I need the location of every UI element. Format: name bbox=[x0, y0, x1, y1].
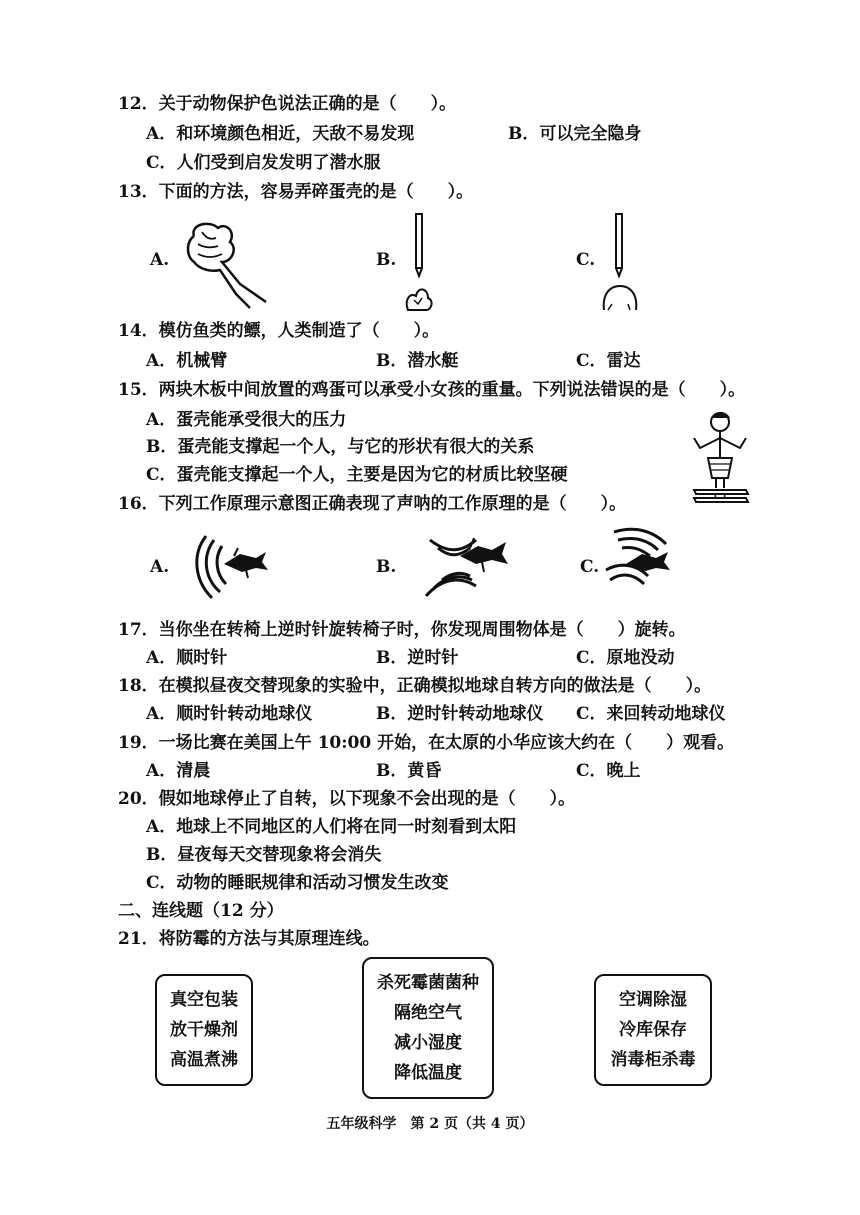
q18-option-c: C．来回转动地球仪 bbox=[576, 704, 726, 724]
q17-option-b: B．逆时针 bbox=[376, 648, 459, 668]
principle-item[interactable]: 杀死霉菌菌种 bbox=[377, 973, 479, 993]
principles-box bbox=[362, 957, 494, 1099]
methods-box-right bbox=[594, 974, 712, 1086]
section-heading: 二、连线题（12 分） bbox=[118, 901, 284, 921]
q16-option-b: B. bbox=[376, 557, 397, 577]
q14-stem: 14．模仿鱼类的鳔，人类制造了（ ）。 bbox=[118, 321, 440, 341]
q12-option-b: B．可以完全隐身 bbox=[508, 124, 642, 144]
q15-option-a: A．蛋壳能承受很大的压力 bbox=[146, 410, 347, 430]
q21-stem: 21．将防霉的方法与其原理连线。 bbox=[118, 929, 380, 949]
sonar-diagram-a bbox=[190, 530, 270, 604]
needle-over-broken-egg-illustration bbox=[402, 212, 438, 316]
q14-option-b: B．潜水艇 bbox=[376, 351, 459, 371]
method-item[interactable]: 放干燥剂 bbox=[170, 1020, 238, 1040]
q19-option-b: B．黄昏 bbox=[376, 761, 442, 781]
method-item[interactable]: 高温煮沸 bbox=[170, 1050, 238, 1070]
method-item[interactable]: 冷库保存 bbox=[619, 1020, 687, 1040]
page-footer: 五年级科学 第 2 页（共 4 页） bbox=[326, 1116, 534, 1132]
fist-squeezing-egg-illustration bbox=[180, 218, 272, 310]
principle-item[interactable]: 减小湿度 bbox=[394, 1033, 462, 1053]
q17-option-a: A．顺时针 bbox=[146, 648, 228, 668]
q18-option-b: B．逆时针转动地球仪 bbox=[376, 704, 544, 724]
q19-option-a: A．清晨 bbox=[146, 761, 211, 781]
q16-option-a: A. bbox=[150, 557, 170, 577]
method-item[interactable]: 空调除湿 bbox=[619, 990, 687, 1010]
principle-item[interactable]: 降低温度 bbox=[394, 1063, 462, 1083]
principle-item[interactable]: 隔绝空气 bbox=[394, 1003, 462, 1023]
sonar-diagram-b bbox=[420, 526, 512, 600]
methods-box bbox=[155, 974, 253, 1086]
method-item[interactable]: 消毒柜杀毒 bbox=[610, 1050, 696, 1070]
q13-option-c: C. bbox=[576, 250, 596, 270]
needle-over-whole-egg-illustration bbox=[600, 212, 640, 316]
q13-option-b: B. bbox=[376, 250, 397, 270]
q20-stem: 20．假如地球停止了自转，以下现象不会出现的是（ ）。 bbox=[118, 789, 576, 809]
sonar-diagram-c bbox=[600, 526, 674, 600]
method-item[interactable]: 真空包装 bbox=[170, 990, 238, 1010]
q16-stem: 16．下列工作原理示意图正确表现了声呐的工作原理的是（ ）。 bbox=[118, 494, 627, 514]
q20-option-c: C．动物的睡眠规律和活动习惯发生改变 bbox=[146, 873, 449, 893]
girl-standing-on-boards-illustration bbox=[688, 408, 752, 508]
q15-stem: 15．两块木板中间放置的鸡蛋可以承受小女孩的重量。下列说法错误的是（ ）。 bbox=[118, 380, 746, 400]
q19-option-c: C．晚上 bbox=[576, 761, 641, 781]
q12-option-c: C．人们受到启发发明了潜水服 bbox=[146, 153, 381, 173]
q20-option-b: B．昼夜每天交替现象将会消失 bbox=[146, 845, 382, 865]
q18-stem: 18．在模拟昼夜交替现象的实验中，正确模拟地球自转方向的做法是（ ）。 bbox=[118, 676, 712, 696]
q18-option-a: A．顺时针转动地球仪 bbox=[146, 704, 313, 724]
q19-stem: 19．一场比赛在美国上午 10:00 开始，在太原的小华应该大约在（ ）观看。 bbox=[118, 733, 735, 753]
q17-stem: 17．当你坐在转椅上逆时针旋转椅子时，你发现周围物体是（ ）旋转。 bbox=[118, 620, 686, 640]
q16-option-c: C. bbox=[580, 557, 600, 577]
q13-stem: 13．下面的方法，容易弄碎蛋壳的是（ ）。 bbox=[118, 182, 474, 202]
q14-option-c: C．雷达 bbox=[576, 351, 641, 371]
q12-option-a: A．和环境颜色相近，天敌不易发现 bbox=[146, 124, 415, 144]
q17-option-c: C．原地没动 bbox=[576, 648, 675, 668]
q13-option-a: A. bbox=[150, 250, 170, 270]
q15-option-b: B．蛋壳能支撑起一个人，与它的形状有很大的关系 bbox=[146, 437, 535, 457]
q15-option-c: C．蛋壳能支撑起一个人，主要是因为它的材质比较坚硬 bbox=[146, 465, 568, 485]
q20-option-a: A．地球上不同地区的人们将在同一时刻看到太阳 bbox=[146, 817, 517, 837]
q14-option-a: A．机械臂 bbox=[146, 351, 228, 371]
q12-stem: 12．关于动物保护色说法正确的是（ ）。 bbox=[118, 94, 457, 114]
